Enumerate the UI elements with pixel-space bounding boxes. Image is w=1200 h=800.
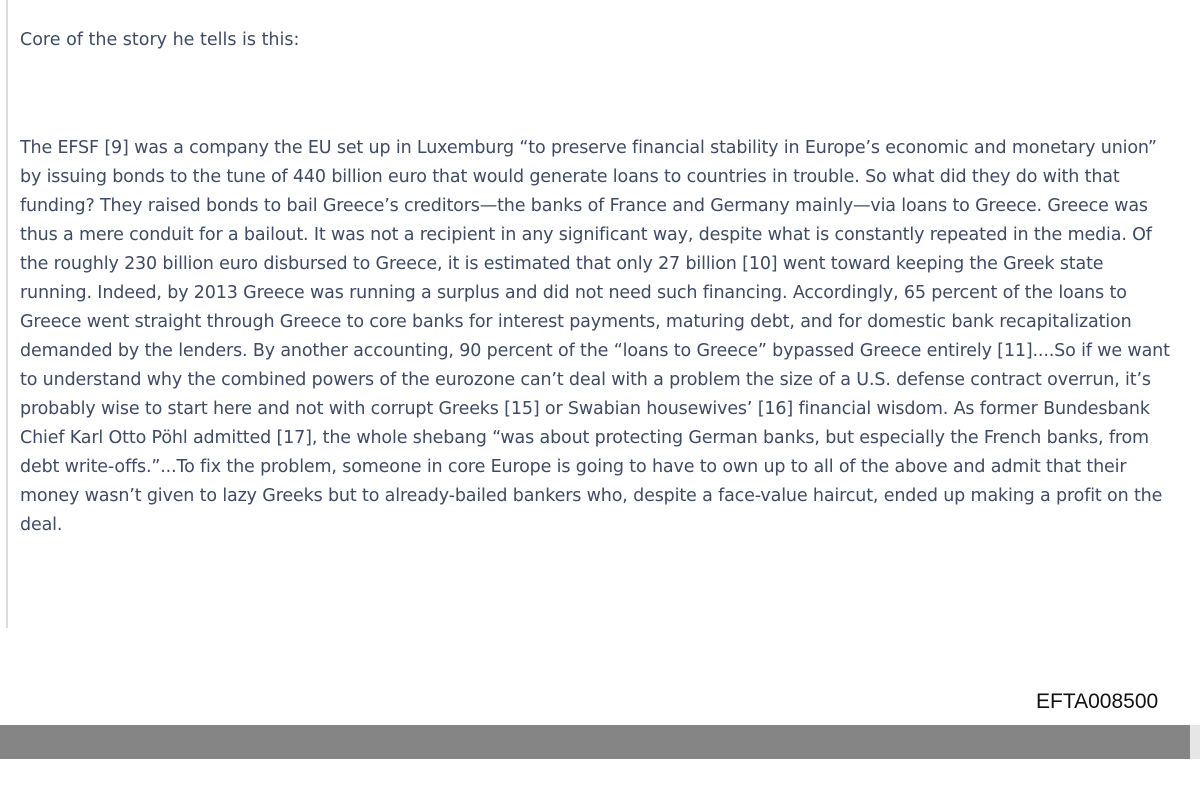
bottom-gray-bar (0, 725, 1190, 759)
intro-line: Core of the story he tells is this: (20, 30, 300, 50)
document-body (20, 26, 1180, 535)
bottom-bar-edge (1190, 725, 1200, 759)
quoted-paragraph: The EFSF [9] was a company the EU set up in Luxemburg “to preserve financial stability in Europe’s economic and monetary union” by issuing bonds to the tune of 440 billion euro that would generate loans to countries in trouble. So what did they do with that funding? They raised bonds to bail Greece’s creditors—the banks of France and Germany mainly—via loans to Greece. Greece was thus a mere conduit for a bailout. It was not a recipient in any significant way, despite what is constantly repeated in the media. Of the roughly 230 billion euro disbursed to Greece, it is estimated that only 27 billion [10] went toward keeping the Greek state running. Indeed, by 2013 Greece was running a surplus and did not need such financing. Accordingly, 65 percent of the loans to Greece went straight through Greece to core banks for interest payments, maturing debt, and for domestic bank recapitalization demanded by the lenders. By another accounting, 90 percent of the “loans to Greece” bypassed Greece entirely [11]....So if we want to understand why the combined powers of the eurozone can’t deal with a problem the size of a U.S. defense contract overrun, it’s probably wise to start here and not with corrupt Greeks [15] or Swabian housewives’ [16] financial wisdom. As former Bundesbank Chief Karl Otto Pöhl admitted [17], the whole shebang “was about protecting German banks, but especially the French banks, from debt write-offs.”...To fix the problem, someone in core Europe is going to have to own up to all of the above and admit that their money wasn’t given to lazy Greeks but to already-bailed bankers who, despite a face-value haircut, ended up making a profit on the deal. (20, 138, 1170, 535)
bates-number: EFTA008500 (1036, 690, 1159, 713)
left-margin-line (6, 0, 8, 628)
